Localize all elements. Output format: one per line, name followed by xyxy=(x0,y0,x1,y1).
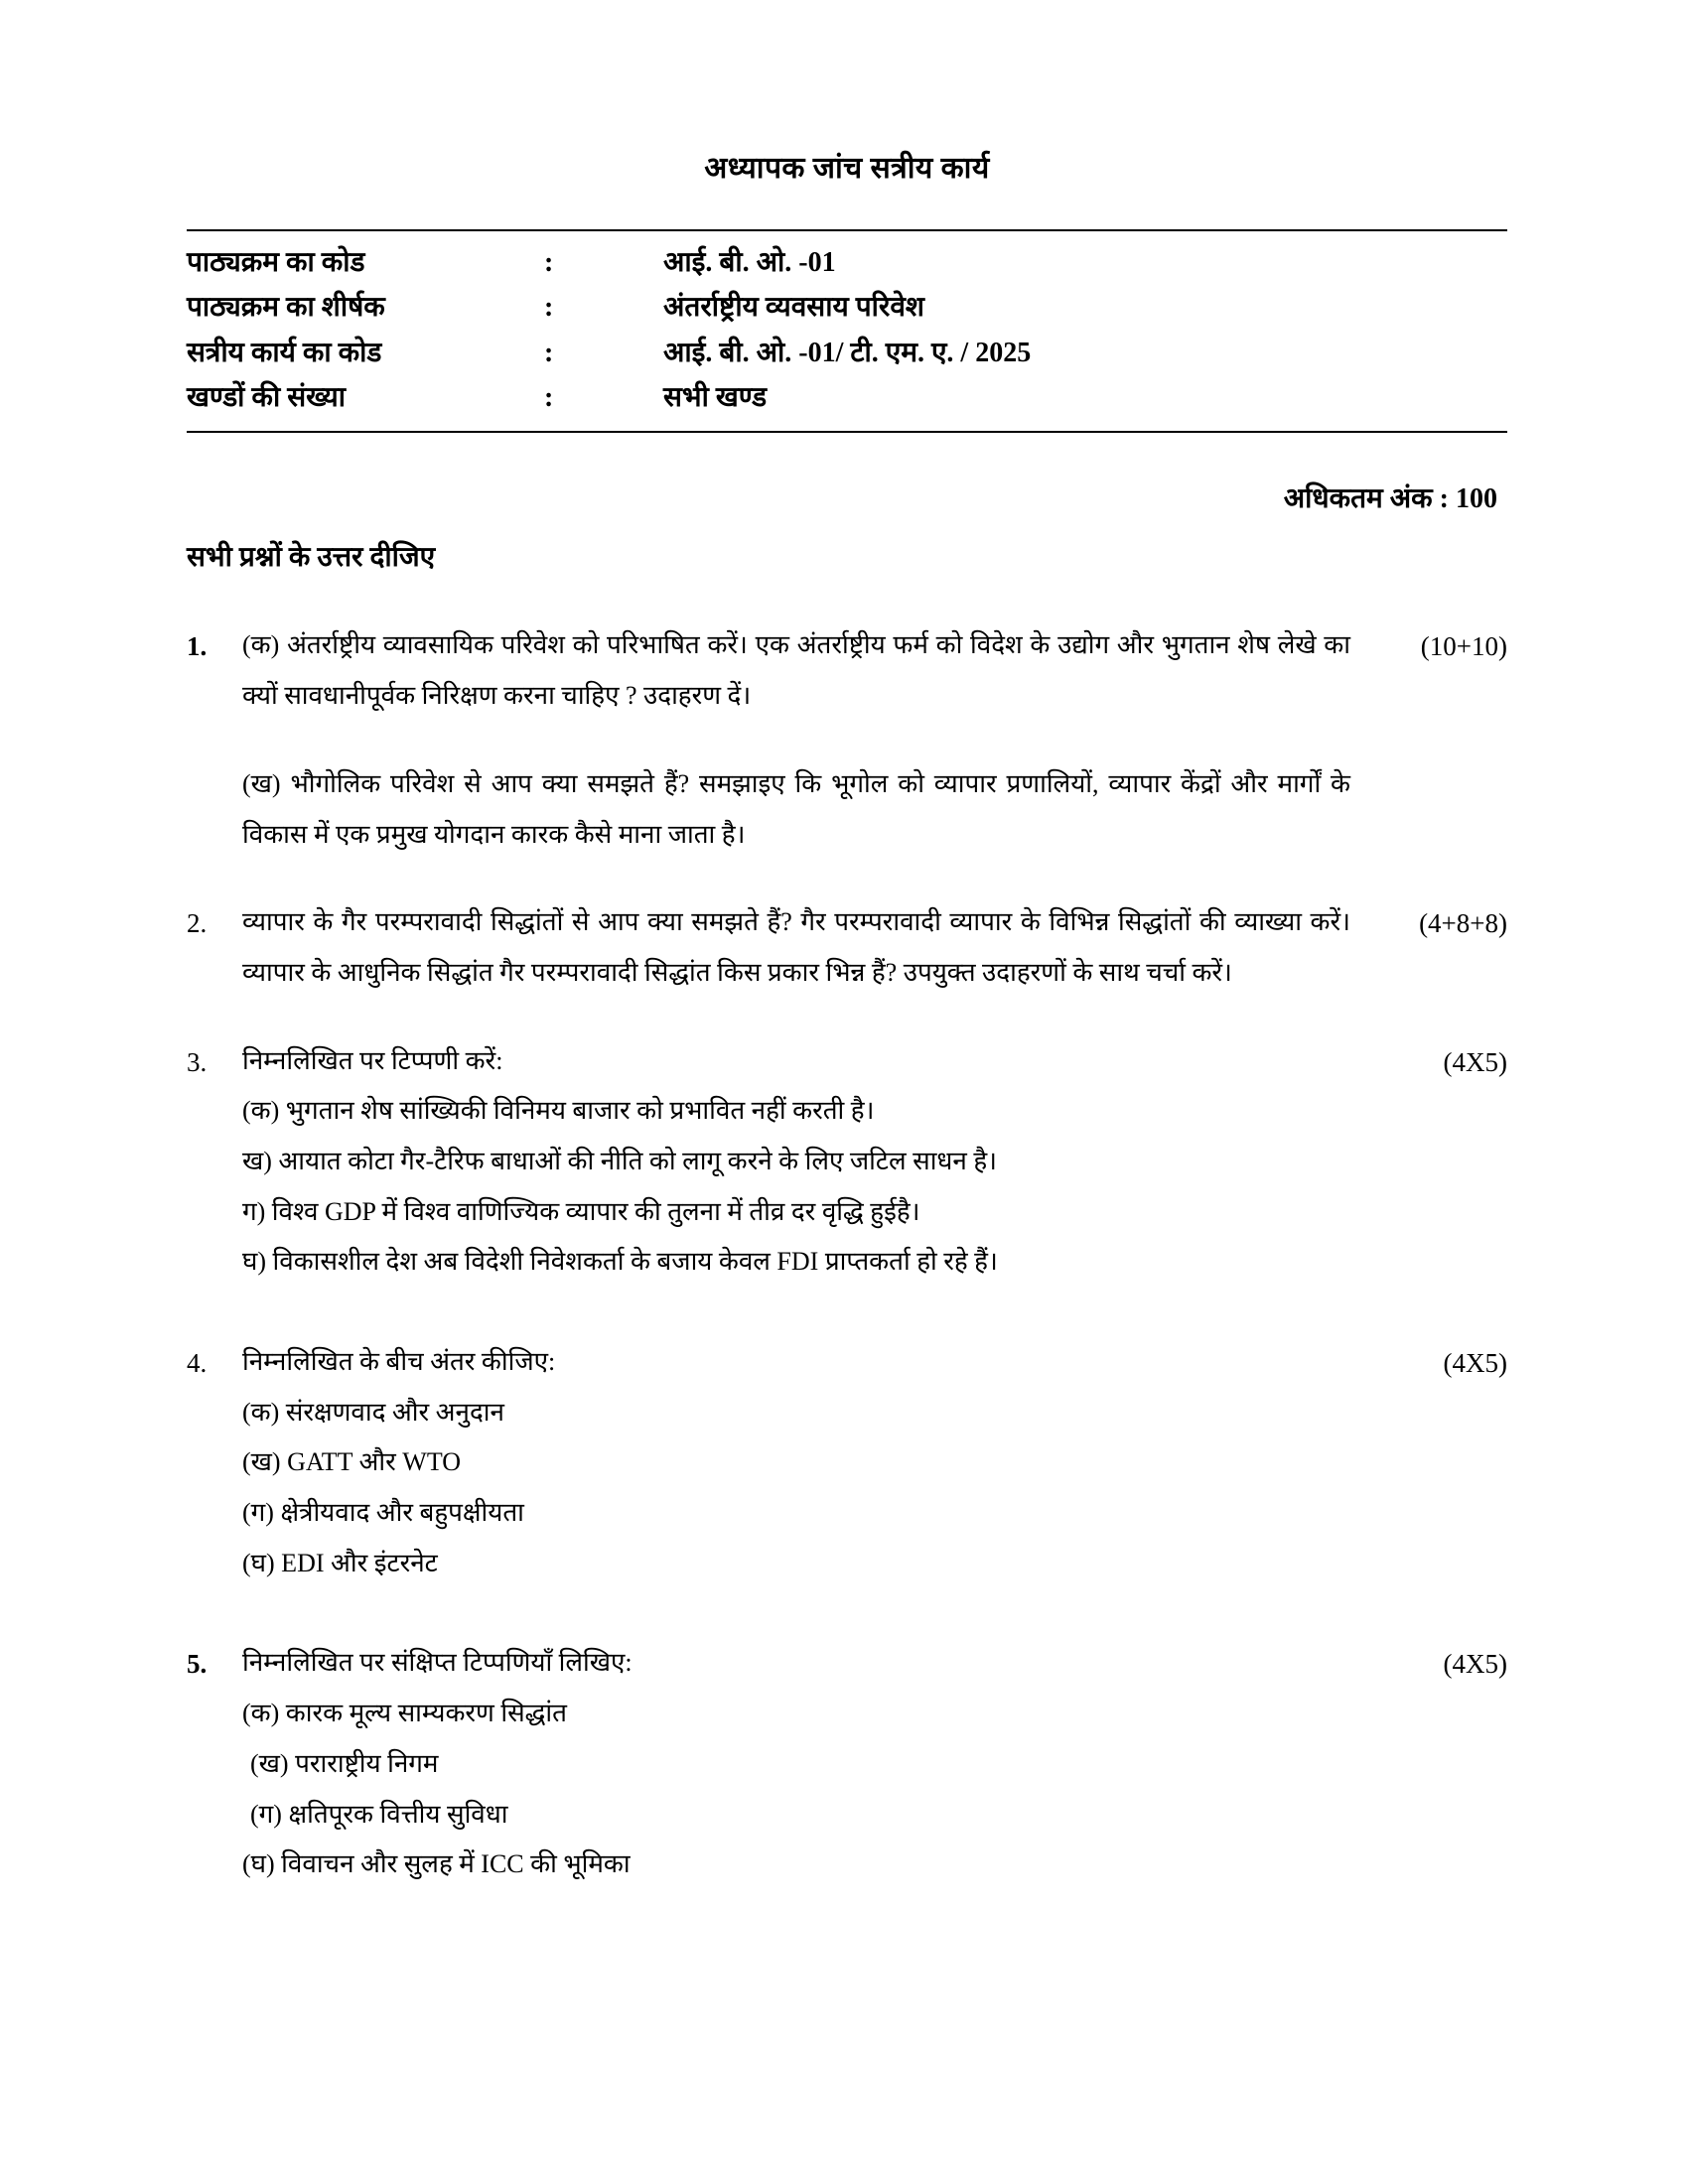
question-3-heading: निम्नलिखित पर टिप्पणी करें: xyxy=(242,1045,503,1075)
question-5-item-c: (ग) क्षतिपूरक वित्तीय सुविधा xyxy=(250,1799,508,1829)
question-4-item-d: (घ) EDI और इंटरनेट xyxy=(242,1548,438,1577)
question-3-number: 3. xyxy=(187,1046,208,1077)
question-2-body xyxy=(242,897,1358,998)
meta-colon: : xyxy=(544,247,554,278)
spacer xyxy=(187,1588,1507,1638)
meta-label-course-title: पाठ्यक्रम का शीर्षक xyxy=(187,292,385,324)
question-4-body xyxy=(242,1337,1358,1588)
question-4-item-b: (ख) GATT और WTO xyxy=(242,1447,462,1477)
course-meta-table xyxy=(187,229,1507,433)
question-3-item-c: ग) विश्व GDP में विश्व वाणिज्यिक व्यापार की तुलना में तीव्र दर वृद्धि हुईहै। xyxy=(242,1196,920,1226)
question-1-body xyxy=(242,620,1358,860)
question-5 xyxy=(187,1638,1507,1889)
question-3 xyxy=(187,1036,1507,1288)
instruction-line: सभी प्रश्नों के उत्तर दीजिए xyxy=(187,542,436,574)
question-1-marks: (10+10) xyxy=(1420,631,1507,662)
meta-row-course-title xyxy=(187,285,1507,330)
meta-row-assignment-code xyxy=(187,331,1507,375)
question-5-items xyxy=(242,1689,1350,1890)
question-3-item-d: घ) विकासशील देश अब विदेशी निवेशकर्ता के बजाय केवल FDI प्राप्तकर्ता हो रहे हैं। xyxy=(242,1247,998,1277)
question-5-item-d: (घ) विवाचन और सुलह में ICC की भूमिका xyxy=(242,1849,631,1879)
question-2-marks: (4+8+8) xyxy=(1419,908,1507,939)
question-5-body xyxy=(242,1638,1358,1889)
question-5-number: 5. xyxy=(187,1649,208,1680)
question-4-heading: निम्नलिखित के बीच अंतर कीजिए: xyxy=(242,1347,556,1376)
question-1 xyxy=(187,620,1507,860)
question-4-marks: (4X5) xyxy=(1443,1348,1507,1378)
question-4 xyxy=(187,1337,1507,1588)
meta-value-course-title: अंतर्राष्ट्रीय व्यवसाय परिवेश xyxy=(663,292,924,324)
meta-colon: : xyxy=(544,292,554,324)
meta-row-block-count xyxy=(187,375,1507,420)
spacer xyxy=(187,1288,1507,1337)
meta-value-course-code: आई. बी. ओ. -01 xyxy=(663,247,836,278)
meta-label-assignment-code: सत्रीय कार्य का कोड xyxy=(187,337,382,368)
maximum-marks: अधिकतम अंक : 100 xyxy=(1283,483,1497,515)
question-4-number: 4. xyxy=(187,1348,208,1378)
question-1-part-b: (ख) भौगोलिक परिवेश से आप क्या समझते हैं? समझाइए कि भूगोल को व्यापार प्रणालियों, व्यापार केंद्रों और मार्गों के विकास में एक प्रमुख योगदान कारक कैसे माना जाता है। xyxy=(242,768,1350,849)
question-3-body xyxy=(242,1036,1358,1288)
meta-row-course-code xyxy=(187,240,1507,285)
meta-colon: : xyxy=(544,337,554,368)
question-4-item-a: (क) संरक्षणवाद और अनुदान xyxy=(242,1397,504,1427)
question-2-text: व्यापार के गैर परम्परावादी सिद्धांतों से आप क्या समझते हैं? गैर परम्परावादी व्यापार के विभिन्न सिद्धांतों की व्याख्या करें। व्यापार के आधुनिक सिद्धांत गैर परम्परावादी सिद्धांत किस प्रकार भिन्न हैं? उपयुक्त उदाहरणों के साथ चर्चा करें। xyxy=(242,907,1350,987)
question-4-item-c: (ग) क्षेत्रीयवाद और बहुपक्षीयता xyxy=(242,1498,524,1528)
page-content xyxy=(187,0,1507,1890)
meta-value-assignment-code: आई. बी. ओ. -01/ टी. एम. ए. / 2025 xyxy=(663,337,1032,368)
question-2 xyxy=(187,897,1507,998)
meta-colon: : xyxy=(544,382,554,414)
spacer xyxy=(187,999,1507,1036)
meta-label-block-count: खण्डों की संख्या xyxy=(187,382,346,414)
spacer xyxy=(242,722,1350,759)
question-3-item-a: (क) भुगतान शेष सांख्यिकी विनिमय बाजार को प्रभावित नहीं करती है। xyxy=(242,1096,875,1126)
question-5-item-a: (क) कारक मूल्य साम्यकरण सिद्धांत xyxy=(242,1699,567,1728)
question-3-marks: (4X5) xyxy=(1443,1046,1507,1077)
spacer xyxy=(187,860,1507,897)
questions-list xyxy=(187,620,1507,1889)
meta-label-course-code: पाठ्यक्रम का कोड xyxy=(187,247,365,278)
page-title: अध्यापक जांच सत्रीय कार्य xyxy=(704,152,990,185)
meta-value-block-count: सभी खण्ड xyxy=(663,382,768,414)
question-3-item-b: ख) आयात कोटा गैर-टैरिफ बाधाओं की नीति को लागू करने के लिए जटिल साधन है। xyxy=(242,1146,998,1175)
question-3-items xyxy=(242,1086,1350,1288)
question-1-part-a: (क) अंतर्राष्ट्रीय व्यावसायिक परिवेश को परिभाषित करें। एक अंतर्राष्ट्रीय फर्म को विदेश के उद्योग और भुगतान शेष लेखे का क्यों सावधानीपूर्वक निरिक्षण करना चाहिए ? उदाहरण दें। xyxy=(242,630,1350,711)
question-5-item-b: (ख) पराराष्ट्रीय निगम xyxy=(250,1748,439,1778)
question-5-marks: (4X5) xyxy=(1443,1649,1507,1680)
question-5-heading: निम्नलिखित पर संक्षिप्त टिप्पणियाँ लिखिए: xyxy=(242,1648,633,1678)
question-4-items xyxy=(242,1388,1350,1589)
question-2-number: 2. xyxy=(187,908,208,939)
question-1-number: 1. xyxy=(187,631,208,662)
